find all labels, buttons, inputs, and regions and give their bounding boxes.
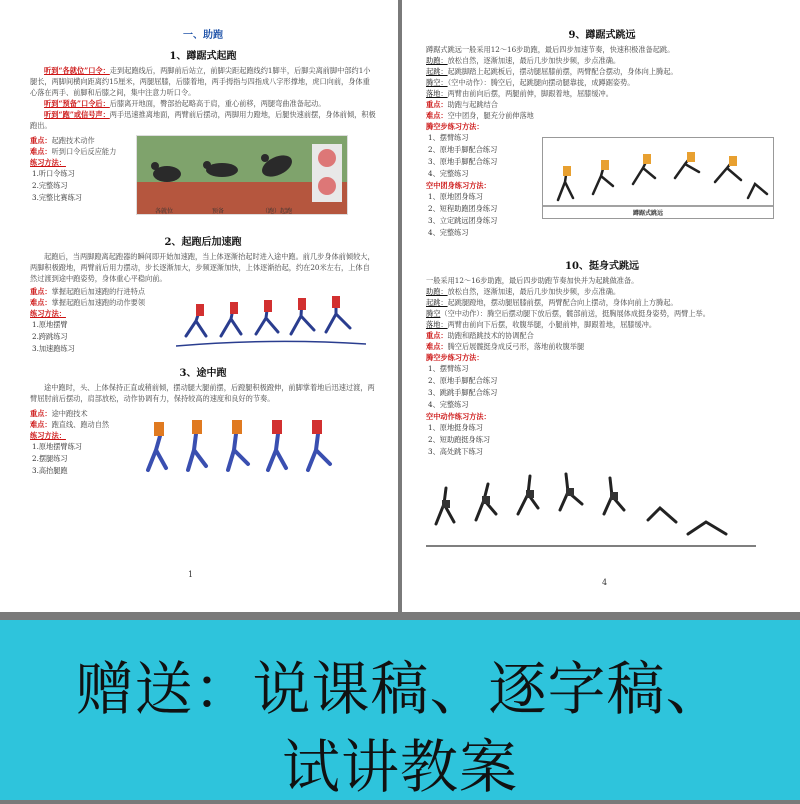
paragraph: 起跳：起跳脚踏上起跳板后，摆动腿屈膝前摆，两臂配合摆动，身体向上腾起。	[426, 67, 678, 76]
practice-list: 1.原地摆臂 2.跨跳练习 3.加速跑练习	[32, 320, 75, 353]
difficulty: 难点：空中团身，腿充分前伸落地	[426, 111, 534, 120]
section-title-squat-jump: 9、蹲踞式跳远	[568, 30, 636, 41]
practice-list: 1.原地摆臂练习 2.摆腿练习 3.高抬腿跑	[32, 442, 82, 475]
section-heading: 一、助跑	[183, 30, 223, 41]
document-page-left	[0, 0, 398, 612]
practice-list: 1、摆臂练习 2、原地手脚配合练习 3、跳跳手脚配合练习 4、完整练习	[428, 364, 498, 409]
paragraph: 听到“各就位”口令：走到起跑线后，两脚前后站立，前脚尖距起跑线约1脚半，后脚尖离前脚中部约1小腿长，两脚间横向距离约15厘米，两腿屈膝，后膝着地，两手拇指与四指成八字形撑地，虎口向前，身体重心落在两手、前脚和后膝之间，集中注意力听口令。	[30, 66, 371, 97]
squat-jump-figure	[542, 137, 774, 219]
promo-banner	[0, 620, 800, 800]
promo-line-2: 试讲教案	[281, 733, 518, 801]
photo-caption: 预备	[212, 208, 225, 215]
difficulty: 难点：跑直线、跑动自然	[30, 420, 110, 429]
key-point: 重点：途中跑技术	[30, 409, 88, 418]
practice-list: 1、原地挺身练习 2、短助跑挺身练习 3、高处跳下练习	[428, 423, 491, 456]
paragraph: 腾空：（空中动作）：腾空后，起跳腿向摆动腿靠拢，成蹲踞姿势。	[426, 78, 635, 87]
practice-list: 1.听口令练习 2.完整练习 3.完整比赛练习	[32, 169, 82, 202]
page-number: 4	[602, 578, 608, 587]
paragraph: 蹲踞式跳远一般采用12～16步助跑，最后四步加速节奏，快速积极准备起跳。	[426, 45, 675, 54]
hang-jump-figure	[426, 464, 756, 554]
paragraph: 听到“跑”或信号声：两手迅速推离地面，两臂前后摆动，两脚用力蹬地，后腿快速前摆，身体前倾，积极跑出。	[30, 110, 376, 130]
key-point: 重点：助跑和踏跳技术的协调配合	[426, 331, 534, 340]
acceleration-figure	[176, 286, 366, 356]
paragraph: 一般采用12～16步助跑，最后四步助跑节奏加快并为起跳做准备。	[426, 276, 639, 285]
page-number: 1	[188, 570, 194, 579]
practice-list: 1、原地团身练习 2、短程助跑团身练习 3、立定跳远团身练习 4、完整练习	[428, 192, 498, 237]
paragraph: 助跑：放松自然，逐渐加速，最后几步加快步频，步点准确。	[426, 287, 621, 296]
difficulty: 难点：掌握起跑后加速跑的动作要领	[30, 298, 146, 307]
practice-label: 练习方法：	[30, 431, 66, 440]
practice-label: 练习方法：	[30, 158, 66, 167]
promo-line-1: 赠送：说课稿、逐字稿、	[75, 655, 725, 723]
crouch-start-photos	[136, 135, 348, 215]
photo-caption: （跑）起跑	[262, 208, 293, 215]
section-title-hang-jump: 10、挺身式跳远	[565, 261, 639, 272]
key-point: 重点：助跑与起跳结合	[426, 100, 498, 109]
practice-label: 腾空步练习方法：	[426, 122, 484, 131]
section-title-crouch-start: 1、蹲踞式起跑	[169, 51, 237, 62]
key-point: 重点：起跑技术动作	[30, 136, 95, 145]
paragraph: 腾空（空中动作）：腾空后摆动腿下放后摆，髋部前送，挺胸展体成挺身姿势，两臂上举。	[426, 309, 710, 318]
document-page-right	[402, 0, 800, 612]
section-title-acceleration: 2、起跑后加速跑	[164, 237, 242, 248]
section-title-mid-race: 3、途中跑	[179, 368, 227, 379]
practice-list: 1、摆臂练习 2、原地手脚配合练习 3、原地手脚配合练习 4、完整练习	[428, 133, 498, 178]
photo-caption: 各就位	[155, 208, 174, 215]
difficulty: 难点：腾空后展髋挺身成反弓形，落地前收腹举腿	[426, 342, 585, 351]
practice-label: 空中动作练习方法：	[426, 412, 491, 421]
paragraph: 途中跑时，头、上体保持正直或稍前倾，摆动腿大腿前摆，后蹬腿积极蹬伸，前脚掌着地后迅速过渡，两臂屈肘前后摆动，肩部放松，动作协调有力，保持较高的速度和良好的节奏。	[30, 383, 375, 403]
paragraph: 落地：两臂由前向后摆，两腿前伸，脚跟着地，屈膝缓冲。	[426, 89, 613, 98]
paragraph: 起跑后，当两脚蹬离起跑器的瞬间即开始加速跑，当上体逐渐抬起时进入途中跑。前几步身体前倾较大，两脚积极蹬地，两臂前后用力摆动，步长逐渐加大，步频逐渐加快，上体逐渐抬起，约在20米左右，上体自然过渡到途中跑姿势，身体重心平稳向前。	[30, 252, 375, 283]
figure-caption: 蹲踞式跳远	[633, 210, 664, 217]
practice-label: 练习方法：	[30, 309, 66, 318]
practice-label: 腾空步练习方法：	[426, 353, 484, 362]
practice-label: 空中团身练习方法：	[426, 181, 491, 190]
key-point: 重点：掌握起跑后加速跑的行进特点	[30, 287, 146, 296]
paragraph: 落地：两臂由前向下后摆，收腹举腿，小腿前伸，脚跟着地，屈膝缓冲。	[426, 320, 657, 329]
mid-race-figure	[136, 408, 356, 478]
paragraph: 起跳：起跳腿蹬地，摆动腿屈膝前摆，两臂配合向上摆动，身体向前上方腾起。	[426, 298, 678, 307]
paragraph: 听到“预备”口令后：后膝离开地面，臀部抬起略高于肩，重心前移，两腿弯曲准备起动。	[44, 99, 326, 108]
paragraph: 助跑：放松自然，逐渐加速，最后几步加快步频，步点准确。	[426, 56, 621, 65]
difficulty: 难点：听到口令后反应能力	[30, 147, 117, 156]
